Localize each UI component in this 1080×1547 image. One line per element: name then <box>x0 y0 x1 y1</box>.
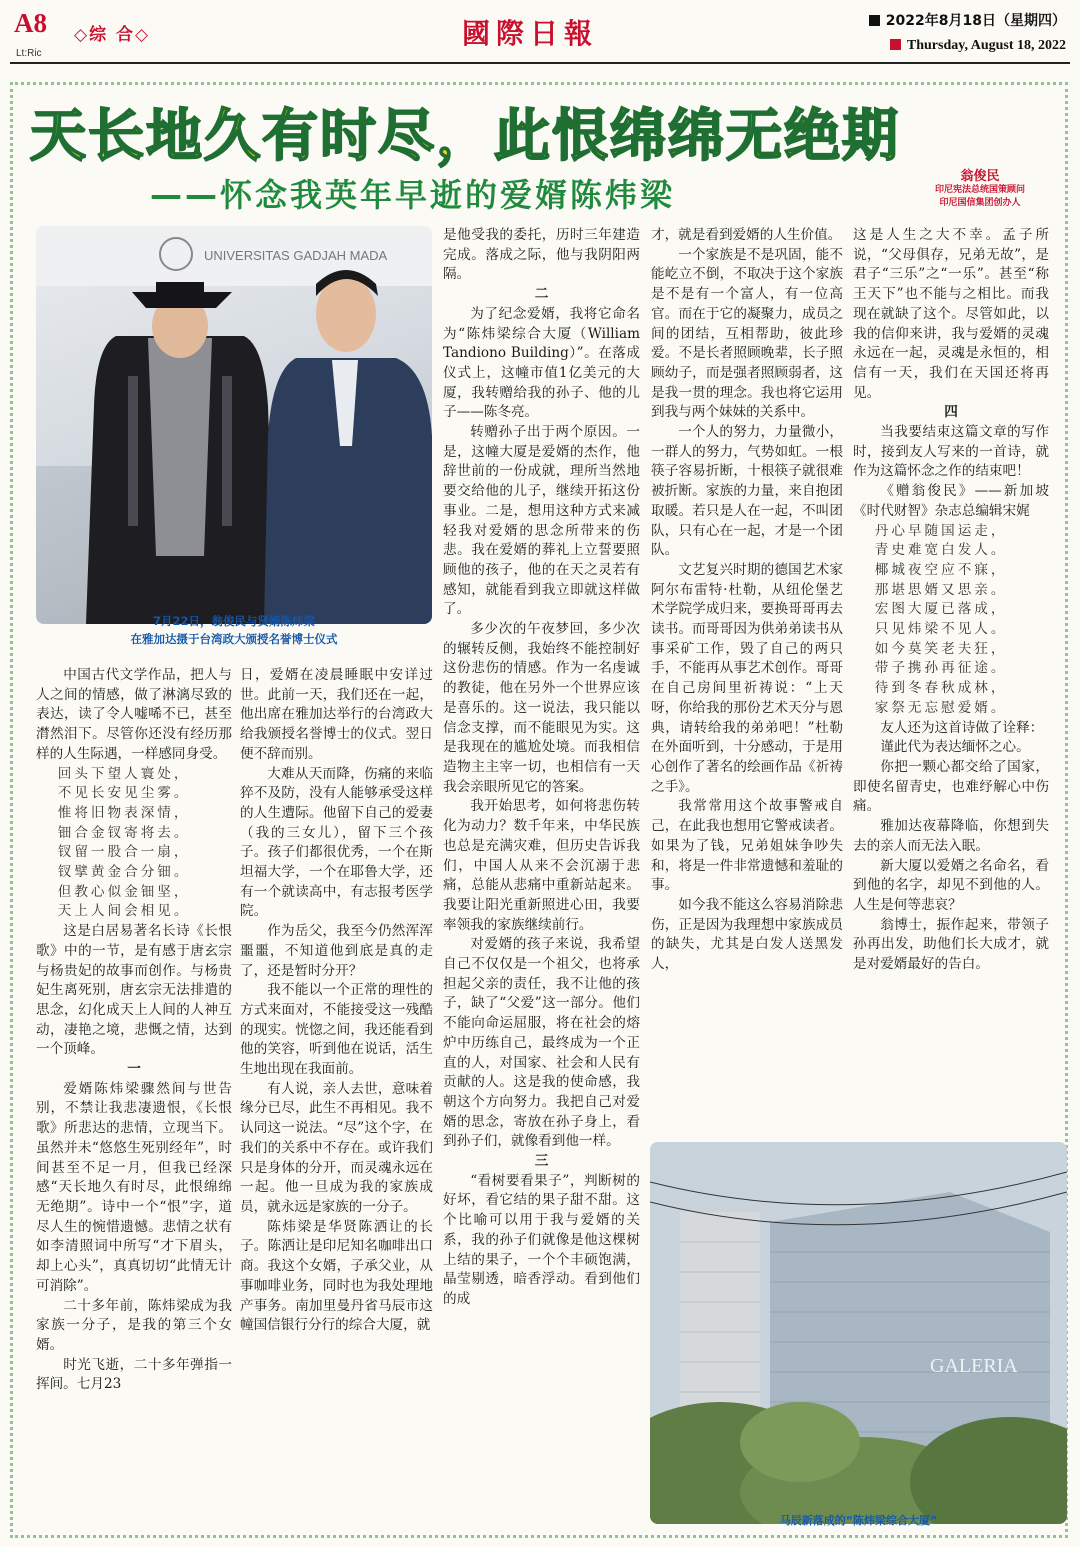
paragraph: 多少次的午夜梦回，多少次的辗转反侧，我始终不能控制好这份悲伤的情感。作为一名虔诚的教徒，他在另外一个世界应该是喜乐的。这一说法，我只能以信念支撑，而不能眼见为实。这是我现在的尴尬处境。而我相信造物主主宰一切，也相信有一天我会亲眼所见它的答案。 <box>443 621 640 795</box>
poem-line: 青史难宽白发人。 <box>874 542 1008 559</box>
paragraph: 我开始思考，如何将悲伤转化为动力？数千年来，中华民族也总是充满灾难，但历史告诉我们，中国人从来不会沉溺于悲痛，总能从悲痛中重新站起来。我要让阳光重新照进心田，我要率领我的家族继续前行。 <box>443 798 640 933</box>
poem-line: 家祭无忘慰爱婿。 <box>874 699 1008 716</box>
paragraph: 爱婿陈炜梁骤然间与世告别，不禁让我悲凄遗恨，《长恨歌》所悲达的悲情，立现当下。虽然并未“悠悠生死别经年”，时间甚至不足一月，但我已经深感“天长地久有时尽，此恨绵绵无绝期”。诗中一个“恨”字，道尽人生的惋惜遗憾。悲情之状有如李清照词中所写“才下眉头，却上心头”，真真切切“此情无计可消除”。 <box>36 1080 232 1294</box>
paragraph: 友人还为这首诗做了诠释： <box>880 719 1044 736</box>
paragraph: 作为岳父，我至今仍然浑浑噩噩，不知道他到底是真的走了，还是暂时分开？ <box>240 923 433 979</box>
paragraph: 是他受我的委托，历时三年建造完成。落成之际，他与我阴阳两隔。 <box>443 227 640 283</box>
paragraph: 雅加达夜幕降临，你想到失去的亲人而无法入眠。 <box>853 818 1049 854</box>
column-5 <box>853 226 1049 1136</box>
poem-line: 钗擘黄金合分钿。 <box>57 864 191 881</box>
poem-line: 惟将旧物表深情， <box>57 804 191 821</box>
paragraph: 我不能以一个正常的理性的方式来面对，不能接受这一残酷的现实。恍惚之间，我还能看到他的笑容，听到他在说话，活生生地出现在我面前。 <box>240 982 433 1078</box>
paragraph: 才，就是看到爱婿的人生价值。 <box>651 227 842 243</box>
paragraph: 翁博士，振作起来，带领子孙再出发，助他们长大成才，就是对爱婿最好的告白。 <box>853 916 1049 973</box>
subtitle: ——怀念我英年早逝的爱婿陈炜梁 <box>150 176 676 214</box>
date-en <box>890 38 1066 54</box>
poem-line: 钿合金钗寄将去。 <box>57 824 191 841</box>
paragraph: 你把一颗心都交给了国家，即使名留青史，也难纾解心中伤痛。 <box>853 758 1049 815</box>
photo1-caption-line2: 在雅加达摄于台湾政大颁授名誉博士仪式 <box>130 632 338 646</box>
university-banner-text: UNIVERSITAS GADJAH MADA <box>204 248 388 263</box>
poem-line: 丹心早随国运走， <box>874 522 1008 539</box>
poem-line: 待到冬春秋成林， <box>874 680 1008 697</box>
date-cn-text: 2022年8月18日（星期四） <box>885 13 1066 29</box>
poem-line: 天上人间会相见。 <box>57 903 191 920</box>
building-photo <box>650 1142 1067 1524</box>
ceremony-photo <box>36 226 432 624</box>
paragraph: 这是白居易著名长诗《长恨歌》中的一节，是有感于唐玄宗与杨贵妃的故事而创作。与杨贵妃生离死别，唐玄宗无法排遣的思念，幻化成天上人间的人神互动，凄艳之境，悲慨之情，达到一个顶峰。 <box>36 923 232 1058</box>
author-name: 翁俊民 <box>960 169 1000 184</box>
building-sign-text: GALERIA <box>930 1355 1018 1377</box>
square-black-icon <box>869 15 880 26</box>
section-heading: 四 <box>944 404 958 421</box>
column-2 <box>240 666 433 1536</box>
poem-line: 只见炜梁不见人。 <box>874 621 1008 638</box>
poem-line: 那堪思婿又思亲。 <box>874 581 1008 598</box>
author-title-2: 印尼国信集团创办人 <box>939 198 1021 208</box>
photo2-caption: 马辰新落成的“陈炜梁综合大厦” <box>779 1514 938 1527</box>
author-title-1: 印尼宪法总统国策顾问 <box>934 185 1025 195</box>
column-1 <box>36 666 232 1536</box>
paragraph: 对爱婿的孩子来说，我希望自己不仅仅是一个祖父，也将承担起父亲的责任，我不让他的孩子，缺了“父爱”这一部分。他们不能向命运屈服，将在社会的熔炉中历练自己，最终成为一个正直的人，对国家、社会和人民有贡献的人。这是我的使命感，我朝这个方向努力。我把自己对爱婿的思念，寄放在孙子身上，看到孙子们，就像看到他一样。 <box>443 936 640 1150</box>
paragraph: 陈炜梁是华贤陈洒让的长子。陈洒让是印尼知名咖啡出口商。我这个女婿，子承父业，从事咖啡业务，同时也为我处理地产事务。南加里曼丹省马辰市这幢国信银行分行的综合大厦，就 <box>240 1218 433 1334</box>
section-name: ◇综 合◇ <box>74 25 151 45</box>
photo1-caption-line1: 7月22日，翁俊民与贤婿陈炜梁 <box>152 614 315 628</box>
paragraph: 一个家族是不是巩固，能不能屹立不倒，不取决于这个家族是不是有一个富人，有一位高官。而在于它的凝聚力，成员之间的团结，互相帮助，彼此珍爱。不是长者照顾晚辈，长子照顾幼子，而是强者照顾弱者，这是我一贯的理念。我也将它运用到我与两个妹妹的关系中。 <box>651 246 843 421</box>
poem-line: 如今莫笑老夫狂， <box>874 640 1008 657</box>
headline: 天长地久有时尽，此恨绵绵无绝期 <box>30 104 900 169</box>
poem-line: 宏图大厦已落成， <box>874 601 1008 618</box>
edition-code: Lt:Ric <box>16 48 42 59</box>
paragraph: 《赠翁俊民》——新加坡《时代财智》杂志总编辑宋娓 <box>853 483 1049 519</box>
paragraph: 为了纪念爱婿，我将它命名为“陈炜梁综合大厦（William Tandiono Building）”。在落成仪式上，这幢市值1亿美元的大厦，我转赠给我的孙子、他的儿子——陈冬亮。 <box>443 305 640 421</box>
paragraph: 我常常用这个故事警戒自己，在此我也想用它警戒读者。如果为了钱，兄弟姐妹争吵失和，将是一件非常遗憾和羞耻的事。 <box>651 798 843 894</box>
paragraph: 一个人的努力，力量微小，一群人的努力，气势如虹。一根筷子容易折断，十根筷子就很难被折断。家族的力量，来自抱团取暖。若只是人在一起，不叫团队，只有心在一起，才是一个团队。 <box>651 424 843 559</box>
paragraph: “看树要看果子”，判断树的好坏，看它结的果子甜不甜。这个比喻可以用于我与爱婿的关系，我的孙子们就像是他这棵树上结的果子，一个个丰硕饱满，晶莹剔透，暗香浮动。看到他们的成 <box>443 1172 640 1307</box>
paragraph: 大难从天而降，伤痛的来临猝不及防，没有人能够承受这样的人生遭际。他留下自己的爱妻（我的三女儿），留下三个孩子。孩子们都很优秀，一个在斯坦福大学，一个在耶鲁大学，还有一个就读高中，有志报考医学院。 <box>240 765 433 920</box>
paragraph: 有人说，亲人去世，意味着缘分已尽，此生不再相见。我不认同这一说法。“尽”这个字，在我们的关系中不存在。或许我们只是身体的分开，而灵魂永远在一起。他一旦成为我的家族成员，就永远是家族的一分子。 <box>240 1080 433 1215</box>
poem-line: 带子携孙再征途。 <box>874 660 1008 677</box>
paragraph: 二十多年前，陈炜梁成为我家族一分子，是我的第三个女婿。 <box>36 1297 232 1353</box>
column-3 <box>443 226 640 1536</box>
poem-line: 钗留一股合一扇， <box>57 844 191 861</box>
paragraph: 新大厦以爱婿之名命名，看到他的名字，却见不到他的人。人生是何等悲哀？ <box>853 857 1049 913</box>
paragraph: 当我要结束这篇文章的写作时，接到友人写来的一首诗，就作为这篇怀念之作的结束吧！ <box>853 424 1049 480</box>
paragraph: 谨此代为表达缅怀之心。 <box>880 739 1030 756</box>
paragraph: 时光飞逝，二十多年弹指一挥间。七月23 <box>36 1356 232 1393</box>
building-photo-art <box>650 1142 1067 1524</box>
header-rule <box>10 62 1070 64</box>
date-cn <box>869 10 1066 30</box>
poem-line: 但教心似金钿坚， <box>57 883 191 900</box>
paragraph: 如今我不能这么容易消除悲伤，正是因为我理想中家族成员的缺失，尤其是白发人送黑发人， <box>651 896 843 973</box>
date-en-text: Thursday, August 18, 2022 <box>906 38 1066 53</box>
section-heading: 一 <box>127 1061 141 1078</box>
ceremony-photo-art <box>36 226 432 624</box>
paragraph: 中国古代文学作品，把人与人之间的情感，做了淋漓尽致的表达，读了令人嘘唏不已，甚至潸然泪下。尽管你还没有经历那样的人生际遇，一样感同身受。 <box>36 667 232 762</box>
paragraph: 文艺复兴时期的德国艺术家阿尔布雷特·杜勒，从纽伦堡艺术学院学成归来，要换哥哥再去读书。而哥哥因为供弟弟读书从事采矿工作，毁了自己的两只手，不能再从事艺术创作。哥哥在自己房间里祈祷说：“上天呀，你给我的那份艺术天分与恩典，请转给我的弟弟吧！”杜勒在外面听到，十分感动，于是用心创作了著名的绘画作品《祈祷之手》。 <box>651 561 843 795</box>
square-red-icon <box>890 39 901 50</box>
section-heading: 二 <box>534 286 549 303</box>
poem-line: 椰城夜空应不寐， <box>874 561 1008 578</box>
photo1-caption <box>36 612 432 648</box>
page-number: A8 <box>14 8 47 38</box>
column-4 <box>651 226 843 1136</box>
poem-line: 回头下望人寰处， <box>57 765 191 782</box>
paragraph: 转赠孙子出于两个原因。一是，这幢大厦是爱婿的杰作，他辞世前的一份成就，理所当然地要交给他的儿子，继续开拓这份事业。二是，想用这种方式来减轻我对爱婿的思念所带来的伤悲。我在爱婿的葬礼上立誓要照顾他的孩子，他的在天之灵若有感知，就能看到我立即就这样做了。 <box>443 424 640 618</box>
masthead: 國際日報 <box>462 17 599 50</box>
paragraph: 这是人生之大不幸。孟子所说，“父母俱存，兄弟无故”，是君子“三乐”之“一乐”。甚至“称王天下”也不能与之相比。而我现在就缺了这个。尽管如此，以我的信仰来讲，我与爱婿的灵魂永远在一起，灵魂是永恒的，相信有一天，我们在天国还将再见。 <box>853 227 1049 401</box>
page-header <box>0 0 1080 78</box>
paragraph: 日，爱婿在凌晨睡眠中安详过世。此前一天，我们还在一起，他出席在雅加达举行的台湾政大给我颁授名誉博士的仪式。翌日便不辞而别。 <box>240 667 433 762</box>
poem-line: 不见长安见尘雾。 <box>57 785 191 802</box>
author-block <box>895 165 1065 210</box>
section-heading: 三 <box>534 1153 549 1170</box>
